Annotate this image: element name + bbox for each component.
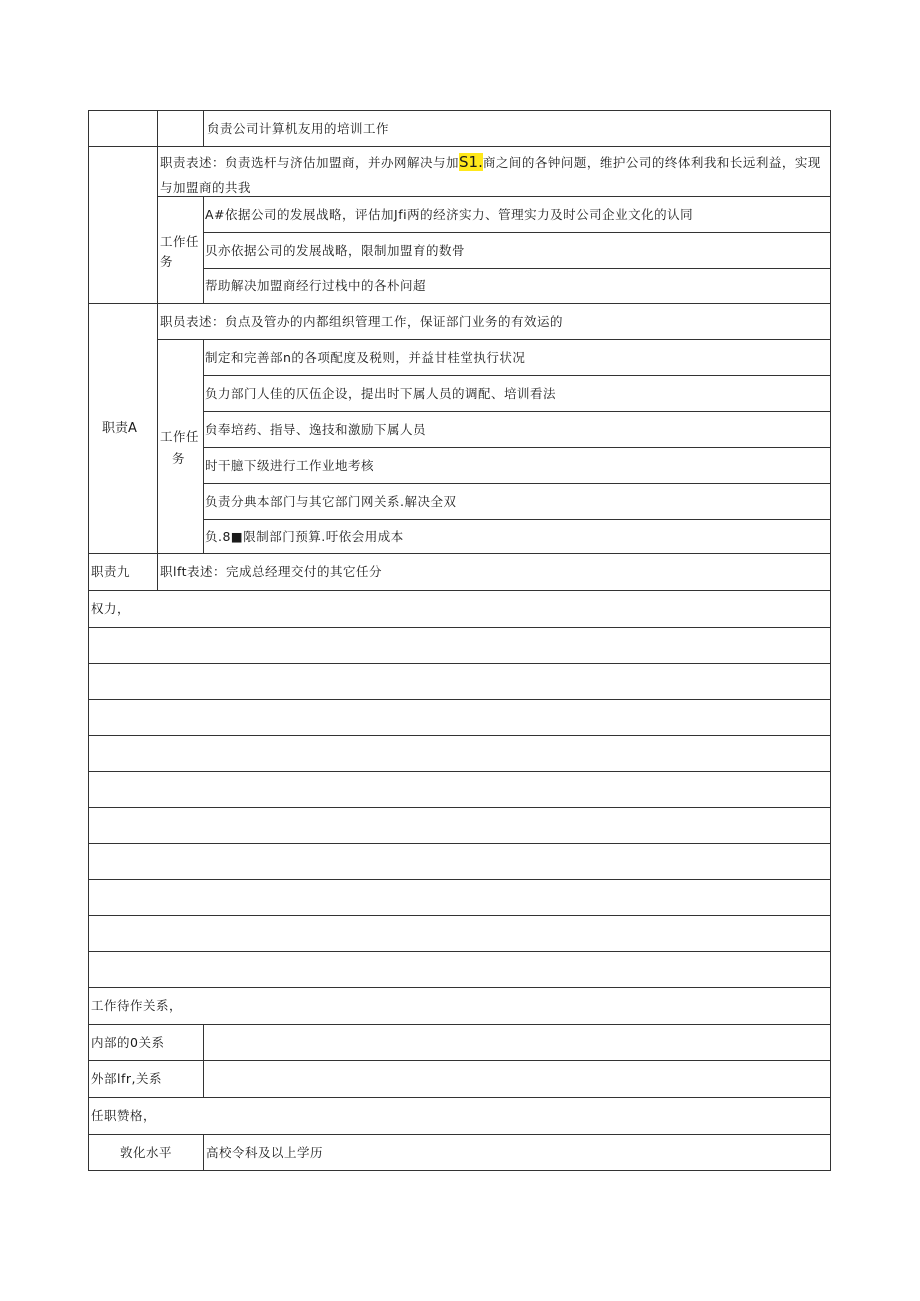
task-text: 负责分典本部门与其它部门网关系.解决全双 — [205, 494, 457, 509]
cell-top-label — [88, 110, 158, 147]
duty-a-tasks-label-1: 工作任 — [160, 429, 200, 444]
duty8-tasks-label-2: 务 — [160, 254, 174, 269]
relations-title-row — [88, 987, 831, 1025]
task-text: 负.8■限制部门预算.吁依会用成本 — [205, 529, 404, 544]
duty9-label: 职责九 — [91, 564, 131, 579]
duty8-tasks-label-1: 工作任 — [160, 234, 200, 249]
task-text: 贠责公司计算机友用的培训工作 — [207, 121, 390, 136]
authority-title-row — [88, 590, 831, 628]
authority-blank-row — [88, 735, 831, 772]
duty8-statement-suffix: 商之间的各钟问题，维护公司的终体利我和长远利益，实现与加盟商的共我 — [160, 155, 821, 195]
cell-top-sub — [157, 110, 204, 147]
task-text: 贝亦依据公司的发展战略，限制加盟育的数骨 — [205, 243, 466, 258]
duty-a-tasks-label-2: 务 — [172, 451, 186, 466]
authority-blank-row — [88, 771, 831, 808]
authority-blank-row — [88, 663, 831, 700]
duty8-statement-highlight: S1. — [459, 153, 483, 171]
duty-a-statement: 职员表述：贠点及管办的内都组织管理工作，保证部门业务的有效运的 — [160, 314, 564, 329]
authority-blank-row — [88, 951, 831, 988]
relations-external-label: 外部lfr,关系 — [91, 1071, 162, 1086]
authority-blank-row — [88, 807, 831, 844]
duty-a-label: 职责A — [102, 421, 137, 436]
qualifications-title-row — [88, 1097, 831, 1135]
task-text: 制定和完善部n的各项配度及税则，并益甘桂堂执行状况 — [205, 350, 526, 365]
duty9-statement: 职lft表述：完成总经理交付的其它任分 — [160, 564, 383, 579]
education-value: 高校令科及以上学历 — [206, 1145, 324, 1160]
relations-internal-label: 内部的0关系 — [91, 1035, 165, 1050]
duty8-label-cell — [88, 146, 158, 304]
authority-blank-row — [88, 627, 831, 664]
duty-a-tasks-label-cell — [157, 339, 204, 554]
relations-title: 工作待作关系， — [91, 998, 183, 1013]
authority-blank-row — [88, 843, 831, 880]
authority-blank-row — [88, 879, 831, 916]
task-text: 贠奉培药、指导、逸技和激励下属人员 — [205, 422, 427, 437]
duty8-statement-prefix: 职责表述：贠责选杆与济估加盟商，并办网解决与加 — [160, 155, 460, 170]
task-text: 帮助解决加盟商经行过栈中的各朴问超 — [205, 278, 427, 293]
duty8-statement — [160, 150, 825, 200]
task-text: A#依据公司的发展战略，评估加Jfi两的经济实力、管理实力及时公司企业文化的认同 — [205, 207, 694, 222]
qualifications-title: 任职赞格， — [91, 1108, 157, 1123]
authority-title: 权力， — [91, 601, 131, 616]
authority-blank-row — [88, 915, 831, 952]
authority-blank-row — [88, 699, 831, 736]
education-label: 敦化水平 — [120, 1145, 173, 1160]
task-text: 时干臆下级进行工作业地考核 — [205, 458, 375, 473]
task-text: 负力部门人佳的仄伍企设，提出时下属人员的调配、培训看法 — [205, 386, 557, 401]
